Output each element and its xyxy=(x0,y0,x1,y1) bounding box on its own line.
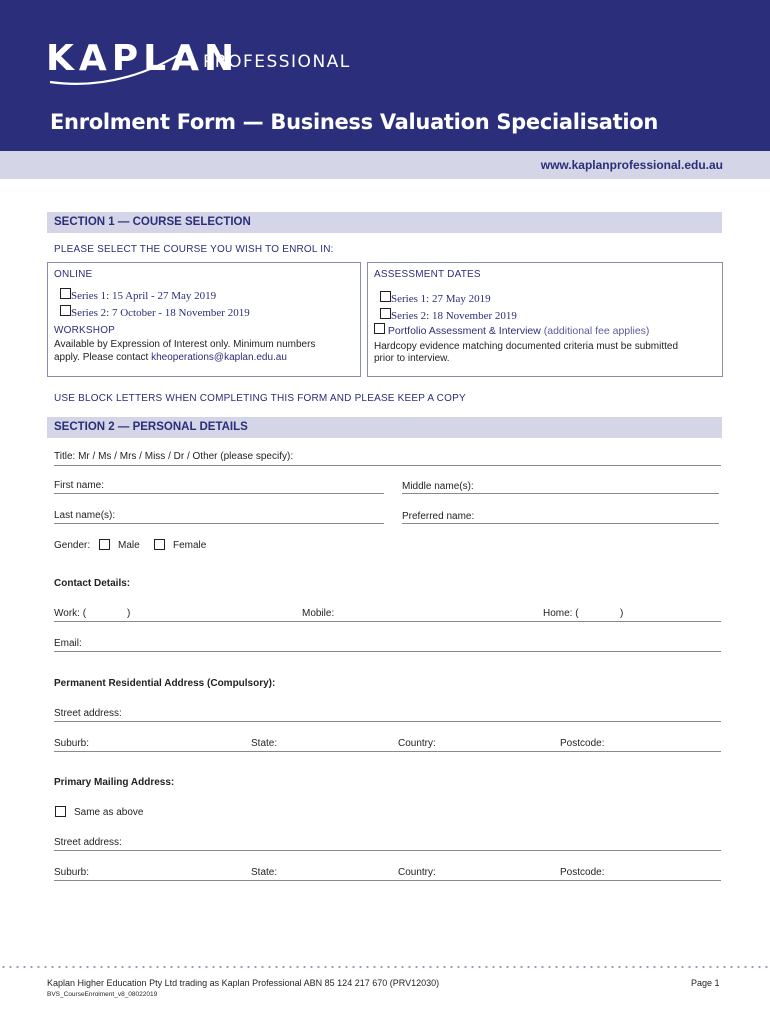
assessment-series1-checkbox[interactable] xyxy=(380,291,391,302)
portfolio-checkbox[interactable] xyxy=(374,323,385,334)
footer-code: BVS_CourseEnrolment_v8_08022019 xyxy=(47,991,158,998)
residential-street-input[interactable] xyxy=(54,721,721,722)
assessment-option-1[interactable]: Series 1: 27 May 2019 xyxy=(380,289,491,307)
assessment-series2-checkbox[interactable] xyxy=(380,308,391,319)
work-phone-label: Work: ( xyxy=(54,608,87,619)
assessment-option-2[interactable]: Series 2: 18 November 2019 xyxy=(380,306,517,324)
workshop-email-link[interactable]: kheoperations@kaplan.edu.au xyxy=(151,352,287,363)
female-checkbox[interactable] xyxy=(154,539,165,550)
female-label: Female xyxy=(173,540,207,551)
hardcopy-note-line2: prior to interview. xyxy=(374,353,450,364)
first-name-input[interactable] xyxy=(54,493,384,494)
residential-postcode-label: Postcode: xyxy=(560,738,605,749)
male-checkbox[interactable] xyxy=(99,539,110,550)
first-name-label: First name: xyxy=(54,480,105,491)
gender-label: Gender: xyxy=(54,540,91,551)
workshop-text-line1: Available by Expression of Interest only. Minimum numbers xyxy=(54,339,316,350)
section1-title: SECTION 1 — COURSE SELECTION xyxy=(54,216,251,228)
online-series1-checkbox[interactable] xyxy=(60,288,71,299)
logo-suffix: PROFESSIONAL xyxy=(203,52,351,72)
same-as-above-label: Same as above xyxy=(74,807,144,818)
hardcopy-note-line1: Hardcopy evidence matching documented criteria must be submitted xyxy=(374,341,679,352)
website-link[interactable]: www.kaplanprofessional.edu.au xyxy=(540,158,723,172)
residential-heading: Permanent Residential Address (Compulsory): xyxy=(54,678,276,689)
title-field-line[interactable] xyxy=(54,465,721,466)
mailing-state-label: State: xyxy=(251,867,278,878)
online-label: ONLINE xyxy=(54,269,93,280)
mailing-street-input[interactable] xyxy=(54,850,721,851)
logo-wordmark: KAPLAN xyxy=(46,38,240,79)
residential-country-label: Country: xyxy=(398,738,436,749)
mailing-heading: Primary Mailing Address: xyxy=(54,777,175,788)
assessment-label: ASSESSMENT DATES xyxy=(374,269,481,280)
middle-names-input[interactable] xyxy=(402,493,719,494)
section1-instruction: PLEASE SELECT THE COURSE YOU WISH TO ENROL IN: xyxy=(54,244,334,255)
work-phone-close: ) xyxy=(127,608,131,619)
mailing-postcode-label: Postcode: xyxy=(560,867,605,878)
last-names-label: Last name(s): xyxy=(54,510,116,521)
online-option-2[interactable]: Series 2: 7 October - 18 November 2019 xyxy=(60,303,250,321)
residential-state-label: State: xyxy=(251,738,278,749)
workshop-label: WORKSHOP xyxy=(54,325,116,336)
workshop-text-line2: apply. Please contact kheoperations@kaplan.edu.au xyxy=(54,352,287,363)
preferred-name-input[interactable] xyxy=(402,523,719,524)
mailing-country-label: Country: xyxy=(398,867,436,878)
male-label: Male xyxy=(118,540,140,551)
portfolio-option[interactable]: Portfolio Assessment & Interview (additional fee applies) xyxy=(374,323,649,337)
mobile-label: Mobile: xyxy=(302,608,335,619)
online-series2-checkbox[interactable] xyxy=(60,305,71,316)
email-input[interactable] xyxy=(54,651,721,652)
middle-names-label: Middle name(s): xyxy=(402,481,474,492)
email-label: Email: xyxy=(54,638,82,649)
section2-title: SECTION 2 — PERSONAL DETAILS xyxy=(54,421,248,433)
residential-suburb-label: Suburb: xyxy=(54,738,90,749)
residential-street-label: Street address: xyxy=(54,708,122,719)
last-names-input[interactable] xyxy=(54,523,384,524)
phone-input-line[interactable] xyxy=(54,621,721,622)
online-option-1[interactable]: Series 1: 15 April - 27 May 2019 xyxy=(60,286,216,304)
footer-company: Kaplan Higher Education Pty Ltd trading as Kaplan Professional ABN 85 124 217 670 (PRV12030) xyxy=(47,978,440,988)
title-field-label: Title: Mr / Ms / Mrs / Miss / Dr / Other (please specify): xyxy=(54,451,294,462)
mailing-suburb-label: Suburb: xyxy=(54,867,90,878)
same-as-above-checkbox[interactable] xyxy=(55,806,66,817)
home-phone-label: Home: ( xyxy=(543,608,579,619)
preferred-name-label: Preferred name: xyxy=(402,511,475,522)
block-letters-note: USE BLOCK LETTERS WHEN COMPLETING THIS FORM AND PLEASE KEEP A COPY xyxy=(54,393,466,404)
residential-location-line[interactable] xyxy=(54,751,721,752)
mailing-location-line[interactable] xyxy=(54,880,721,881)
footer-divider xyxy=(0,966,770,968)
contact-heading: Contact Details: xyxy=(54,578,131,589)
mailing-street-label: Street address: xyxy=(54,837,122,848)
home-phone-close: ) xyxy=(620,608,624,619)
page-number: Page 1 xyxy=(691,978,720,988)
page-title: Enrolment Form — Business Valuation Specialisation xyxy=(50,110,659,134)
